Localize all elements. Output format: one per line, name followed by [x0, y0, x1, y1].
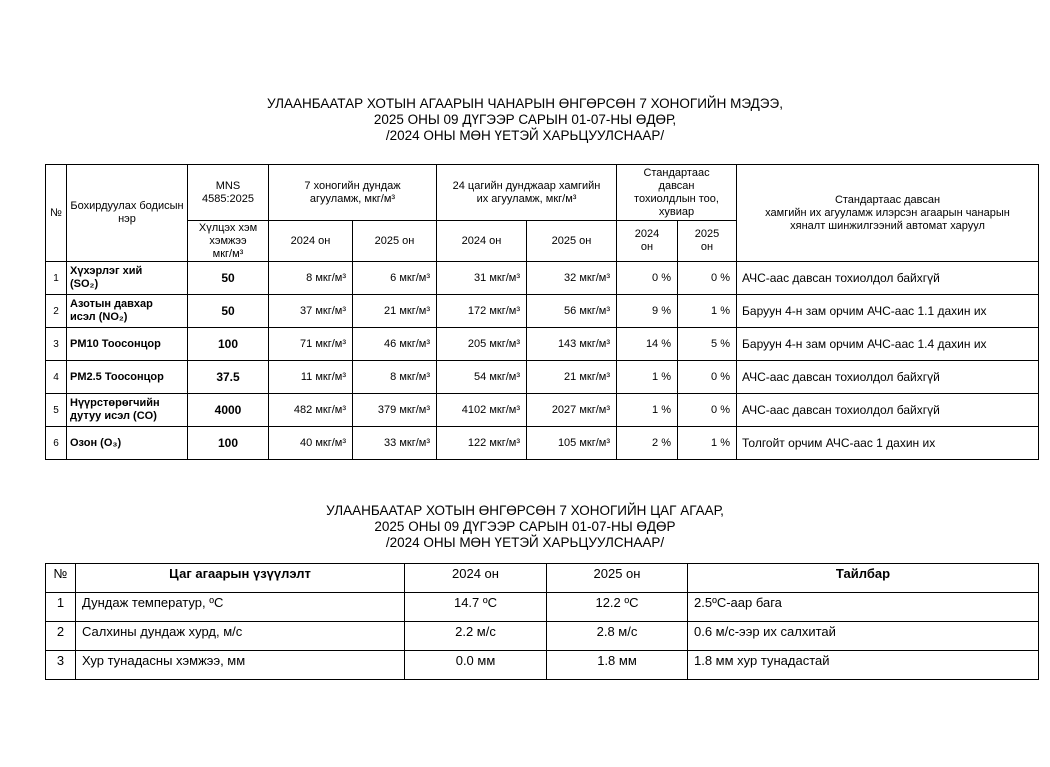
avg-2024-value: 482 мкг/м³: [269, 394, 353, 427]
header-avg-2025: 2025 он: [353, 221, 437, 262]
header-avg7-line: 7 хоногийн дундаж: [304, 179, 401, 192]
max-2025-value: 32 мкг/м³: [527, 262, 617, 295]
header-exc-2025: [678, 221, 737, 262]
pollutant-name: [67, 394, 188, 427]
header-avg-2024: 2024 он: [269, 221, 353, 262]
air-quality-body: [46, 262, 1039, 460]
weather-row-number: 1: [46, 593, 76, 622]
weather-title-line: 2025 ОНЫ 09 ДҮГЭЭР САРЫН 01-07-НЫ ӨДӨР: [374, 519, 676, 534]
weather-header-2024: 2024 он: [405, 564, 547, 593]
limit-value: 37.5: [188, 361, 269, 394]
row-number: 2: [46, 295, 67, 328]
row-number: 6: [46, 427, 67, 460]
station-note: АЧС-аас давсан тохиолдол байхгүй: [737, 361, 1039, 394]
weather-title-line: УЛААНБААТАР ХОТЫН ӨНГӨРСӨН 7 ХОНОГИЙН ЦАГ АГААР,: [326, 503, 724, 518]
header-exc-2024: [617, 221, 678, 262]
header-exceed-line: тохиолдлын тоо,: [634, 192, 719, 205]
weather-table: [45, 563, 1039, 680]
weather-header-note: Тайлбар: [688, 564, 1039, 593]
limit-value: 100: [188, 328, 269, 361]
weather-indicator: Хур тунадасны хэмжээ, мм: [76, 651, 405, 680]
avg-2025-value: 379 мкг/м³: [353, 394, 437, 427]
header-max-2025: 2025 он: [527, 221, 617, 262]
header-exceed-line: давсан: [658, 179, 695, 192]
weather-2025-value: 1.8 мм: [547, 651, 688, 680]
header-exc-2025-on: он: [700, 241, 714, 253]
max-2024-value: 172 мкг/м³: [437, 295, 527, 328]
pollutant-name: [67, 427, 188, 460]
table-row: [46, 651, 1039, 680]
exceed-2024-value: 0 %: [617, 262, 678, 295]
header-exc-2025-year: 2025: [694, 228, 720, 240]
avg-2024-value: 37 мкг/м³: [269, 295, 353, 328]
weather-note: 2.5ºC-аар бага: [688, 593, 1039, 622]
pollutant-name-line: PM2.5 Тоосонцор: [70, 370, 164, 383]
exceed-2025-value: 1 %: [678, 427, 737, 460]
header-pollutant: [67, 165, 188, 262]
header-station-line: Стандартаас давсан: [834, 193, 941, 206]
weather-header-2025: 2025 он: [547, 564, 688, 593]
pollutant-name: [67, 262, 188, 295]
header-limit: [188, 221, 269, 262]
header-limit-line: Хүлцэх хэм: [198, 221, 258, 234]
header-avg7-line: агууламж, мкг/м³: [309, 192, 396, 205]
table-row: [46, 427, 1039, 460]
pollutant-name-line: Хүхэрлэг хий: [70, 265, 143, 277]
max-2024-value: 205 мкг/м³: [437, 328, 527, 361]
row-number: 1: [46, 262, 67, 295]
max-2025-value: 21 мкг/м³: [527, 361, 617, 394]
air-quality-title: [0, 96, 1050, 144]
avg-2025-value: 8 мкг/м³: [353, 361, 437, 394]
exceed-2025-value: 0 %: [678, 394, 737, 427]
avg-2024-value: 8 мкг/м³: [269, 262, 353, 295]
exceed-2024-value: 9 %: [617, 295, 678, 328]
limit-value: 4000: [188, 394, 269, 427]
exceed-2024-value: 2 %: [617, 427, 678, 460]
weather-header-no: №: [46, 564, 76, 593]
avg-2025-value: 33 мкг/м³: [353, 427, 437, 460]
row-number: 5: [46, 394, 67, 427]
table-row: [46, 394, 1039, 427]
header-limit-line: мкг/м³: [212, 247, 244, 260]
avg-2024-value: 71 мкг/м³: [269, 328, 353, 361]
pollutant-name-line: (SO₂): [70, 278, 99, 290]
max-2025-value: 143 мкг/м³: [527, 328, 617, 361]
air-quality-title-line: /2024 ОНЫ МӨН ҮЕТЭЙ ХАРЬЦУУЛСНААР/: [385, 128, 665, 143]
station-note: АЧС-аас давсан тохиолдол байхгүй: [737, 262, 1039, 295]
air-quality-title-line: УЛААНБААТАР ХОТЫН АГААРЫН ЧАНАРЫН ӨНГӨРСӨН 7 ХОНОГИЙН МЭДЭЭ,: [267, 96, 783, 111]
exceed-2025-value: 1 %: [678, 295, 737, 328]
row-number: 3: [46, 328, 67, 361]
limit-value: 50: [188, 295, 269, 328]
header-pollutant-text: Бохирдуулах бодисын нэр: [70, 200, 184, 225]
pollutant-name-line: Нүүрстөрөгчийн: [70, 397, 160, 409]
header-no: №: [46, 165, 67, 262]
table-row: [46, 593, 1039, 622]
header-max24-line: их агууламж, мкг/м³: [476, 192, 577, 205]
header-avg7: [269, 165, 437, 221]
header-station-line: хамгийн их агууламж илэрсэн агаарын чанарын: [765, 206, 1010, 219]
air-quality-table: [45, 164, 1039, 460]
max-2024-value: 31 мкг/м³: [437, 262, 527, 295]
station-note: Баруун 4-н зам орчим АЧС-аас 1.4 дахин их: [737, 328, 1039, 361]
header-limit-line: хэмжээ: [209, 234, 247, 247]
header-station: [737, 165, 1039, 262]
weather-indicator: Дундаж температур, ºC: [76, 593, 405, 622]
header-station-line: хяналт шинжилгээний автомат харуул: [790, 219, 985, 232]
limit-value: 50: [188, 262, 269, 295]
header-max-2024: 2024 он: [437, 221, 527, 262]
limit-value: 100: [188, 427, 269, 460]
weather-2024-value: 14.7 ºC: [405, 593, 547, 622]
weather-row-number: 2: [46, 622, 76, 651]
max-2025-value: 2027 мкг/м³: [527, 394, 617, 427]
table-row: [46, 262, 1039, 295]
max-2024-value: 4102 мкг/м³: [437, 394, 527, 427]
exceed-2024-value: 1 %: [617, 361, 678, 394]
station-note: Толгойт орчим АЧС-аас 1 дахин их: [737, 427, 1039, 460]
pollutant-name: [67, 361, 188, 394]
weather-2024-value: 2.2 м/с: [405, 622, 547, 651]
avg-2025-value: 21 мкг/м³: [353, 295, 437, 328]
max-2024-value: 54 мкг/м³: [437, 361, 527, 394]
weather-title: [0, 503, 1050, 551]
avg-2024-value: 11 мкг/м³: [269, 361, 353, 394]
weather-header-indicator: Цаг агаарын үзүүлэлт: [76, 564, 405, 593]
header-mns-line: 4585:2025: [202, 192, 254, 205]
pollutant-name-line: Озон (O₃): [70, 436, 122, 449]
header-exc-2024-on: он: [640, 241, 654, 253]
max-2025-value: 105 мкг/м³: [527, 427, 617, 460]
weather-title-line: /2024 ОНЫ МӨН ҮЕТЭЙ ХАРЬЦУУЛСНААР/: [385, 535, 665, 550]
header-exceed-line: хувиар: [658, 205, 695, 218]
header-exceed: [617, 165, 737, 221]
avg-2024-value: 40 мкг/м³: [269, 427, 353, 460]
header-exceed-line: Стандартаас: [643, 166, 710, 179]
avg-2025-value: 46 мкг/м³: [353, 328, 437, 361]
max-2025-value: 56 мкг/м³: [527, 295, 617, 328]
exceed-2024-value: 1 %: [617, 394, 678, 427]
header-mns-line: MNS: [215, 179, 241, 192]
header-mns: [188, 165, 269, 221]
weather-2025-value: 12.2 ºC: [547, 593, 688, 622]
header-max24: [437, 165, 617, 221]
exceed-2025-value: 0 %: [678, 361, 737, 394]
pollutant-name-line: исэл (NO₂): [70, 311, 128, 323]
row-number: 4: [46, 361, 67, 394]
table-row: [46, 295, 1039, 328]
weather-2024-value: 0.0 мм: [405, 651, 547, 680]
table-row: [46, 328, 1039, 361]
header-exc-2024-year: 2024: [634, 228, 660, 240]
station-note: Баруун 4-н зам орчим АЧС-аас 1.1 дахин их: [737, 295, 1039, 328]
pollutant-name-line: дутуу исэл (CO): [70, 410, 157, 422]
avg-2025-value: 6 мкг/м³: [353, 262, 437, 295]
max-2024-value: 122 мкг/м³: [437, 427, 527, 460]
exceed-2024-value: 14 %: [617, 328, 678, 361]
weather-indicator: Салхины дундаж хурд, м/с: [76, 622, 405, 651]
station-note: АЧС-аас давсан тохиолдол байхгүй: [737, 394, 1039, 427]
pollutant-name: [67, 328, 188, 361]
air-quality-title-line: 2025 ОНЫ 09 ДҮГЭЭР САРЫН 01-07-НЫ ӨДӨР,: [373, 112, 677, 127]
table-row: [46, 622, 1039, 651]
header-max24-line: 24 цагийн дунджаар хамгийн: [452, 179, 601, 192]
weather-note: 0.6 м/с-ээр их салхитай: [688, 622, 1039, 651]
weather-note: 1.8 мм хур тунадастай: [688, 651, 1039, 680]
pollutant-name-line: PM10 Тоосонцор: [70, 337, 161, 350]
weather-2025-value: 2.8 м/с: [547, 622, 688, 651]
exceed-2025-value: 0 %: [678, 262, 737, 295]
pollutant-name: [67, 295, 188, 328]
pollutant-name-line: Азотын давхар: [70, 298, 153, 310]
weather-row-number: 3: [46, 651, 76, 680]
weather-body: [46, 593, 1039, 680]
table-row: [46, 361, 1039, 394]
exceed-2025-value: 5 %: [678, 328, 737, 361]
